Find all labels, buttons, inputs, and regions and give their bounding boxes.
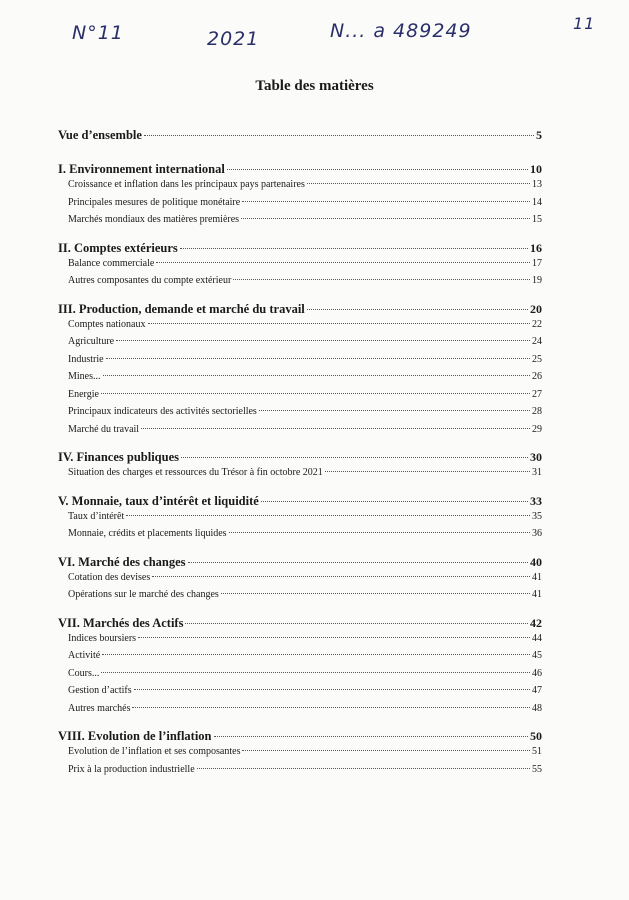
handwritten-page-number: 11 [573, 14, 596, 33]
dot-leader [141, 428, 530, 429]
toc-entry-page-number: 19 [532, 275, 542, 286]
toc-entry [58, 764, 542, 782]
table-of-contents [58, 128, 542, 790]
toc-entry [58, 371, 542, 389]
toc-section-heading-page-number: 42 [530, 615, 542, 630]
toc-entry-label: Principales mesures de politique monétaire [68, 196, 241, 208]
toc-entry-page-number: 41 [532, 571, 542, 583]
dot-leader [241, 218, 530, 219]
toc-entry [58, 424, 542, 442]
toc-entry-page-number: 36 [532, 528, 542, 539]
toc-entry [58, 354, 542, 372]
toc-section-heading [58, 162, 542, 179]
toc-section [58, 616, 542, 721]
toc-entry-label: Activité [68, 650, 101, 661]
toc-entry-label: Cotation des devises [68, 571, 151, 583]
toc-section-heading [58, 128, 542, 145]
toc-entry-page-number: 29 [532, 423, 542, 435]
toc-section-heading-label: Vue d’ensemble [58, 128, 142, 142]
toc-section-heading-page-number: 30 [530, 450, 542, 464]
toc-entry-label: Comptes nationaux [68, 318, 146, 330]
toc-entry [58, 389, 542, 407]
toc-section-heading-page-number: 20 [530, 301, 542, 316]
toc-entry-page-number: 28 [532, 406, 542, 417]
toc-entry-page-number: 13 [532, 179, 542, 190]
toc-entry [58, 511, 542, 529]
toc-entry-page-number: 48 [532, 702, 542, 714]
toc-section-heading [58, 302, 542, 319]
toc-entry [58, 528, 542, 546]
toc-section [58, 302, 542, 442]
toc-section-heading-label: III. Production, demande et marché du travail [58, 301, 305, 316]
toc-section-heading-page-number: 33 [530, 493, 542, 508]
toc-entry [58, 319, 542, 337]
toc-entry [58, 650, 542, 668]
handwritten-number: N°11 [72, 22, 124, 44]
toc-entry [58, 746, 542, 764]
dot-leader [148, 323, 531, 324]
toc-entry [58, 633, 542, 651]
dot-leader [325, 471, 530, 472]
dot-leader [233, 279, 530, 280]
dot-leader [180, 248, 528, 249]
toc-entry [58, 179, 542, 197]
toc-section-heading-page-number: 10 [530, 162, 542, 176]
toc-entry-page-number: 17 [532, 257, 542, 269]
handwritten-year: 2021 [207, 28, 260, 50]
dot-leader [102, 654, 530, 655]
dot-leader [101, 393, 530, 394]
dot-leader [181, 457, 528, 458]
toc-entry-label: Indices boursiers [68, 632, 137, 644]
dot-leader [221, 593, 530, 594]
toc-section-heading-label: VI. Marché des changes [58, 554, 186, 569]
toc-entry-page-number: 22 [532, 318, 542, 330]
toc-entry-page-number: 44 [532, 632, 542, 644]
toc-section-heading [58, 241, 542, 258]
toc-section-heading [58, 555, 542, 572]
dot-leader [307, 309, 528, 310]
dot-leader [106, 358, 530, 359]
toc-entry [58, 685, 542, 703]
dot-leader [242, 750, 530, 751]
toc-entry-label: Autres marchés [68, 702, 131, 714]
toc-section [58, 162, 542, 232]
toc-section-heading-label: II. Comptes extérieurs [58, 240, 178, 255]
toc-entry-label: Autres composantes du compte extérieur [68, 275, 232, 286]
dot-leader [132, 707, 530, 708]
toc-entry [58, 197, 542, 215]
toc-section-heading-page-number: 16 [530, 240, 542, 255]
dot-leader [116, 340, 530, 341]
toc-section-heading-label: V. Monnaie, taux d’intérêt et liquidité [58, 493, 259, 508]
toc-entry-label: Marché du travail [68, 423, 140, 435]
toc-section [58, 128, 542, 145]
toc-section-heading [58, 729, 542, 746]
toc-section-heading-page-number: 5 [536, 128, 542, 142]
toc-section-heading [58, 450, 542, 467]
toc-entry-page-number: 24 [532, 336, 542, 347]
toc-entry-label: Balance commerciale [68, 257, 155, 269]
dot-leader [156, 262, 530, 263]
toc-entry-label: Energie [68, 388, 99, 400]
toc-entry-page-number: 31 [532, 467, 542, 478]
page-title: Table des matières [255, 78, 374, 94]
toc-section-heading-page-number: 50 [530, 729, 542, 743]
dot-leader [214, 736, 528, 737]
dot-leader [126, 515, 530, 516]
toc-section-heading [58, 616, 542, 633]
toc-entry [58, 703, 542, 721]
dot-leader [242, 201, 530, 202]
toc-entry [58, 572, 542, 590]
dot-leader [229, 532, 530, 533]
toc-entry-page-number: 47 [532, 685, 542, 696]
toc-entry-page-number: 46 [532, 667, 542, 679]
dot-leader [188, 562, 528, 563]
dot-leader [101, 672, 530, 673]
toc-entry-page-number: 45 [532, 650, 542, 661]
dot-leader [103, 375, 531, 376]
dot-leader [138, 637, 530, 638]
toc-entry-label: Evolution de l’inflation et ses composantes [68, 746, 241, 757]
toc-entry-label: Monnaie, crédits et placements liquides [68, 528, 227, 539]
toc-entry-page-number: 41 [532, 589, 542, 600]
toc-entry-page-number: 51 [532, 746, 542, 757]
toc-section-heading-label: I. Environnement international [58, 162, 225, 176]
toc-entry-page-number: 27 [532, 388, 542, 400]
toc-entry [58, 275, 542, 293]
toc-entry-label: Gestion d’actifs [68, 685, 132, 696]
toc-entry-label: Prix à la production industrielle [68, 763, 195, 775]
dot-leader [307, 183, 530, 184]
toc-entry [58, 214, 542, 232]
toc-entry-label: Cours... [68, 667, 100, 679]
toc-section-heading-label: VII. Marchés des Actifs [58, 615, 184, 630]
toc-entry-page-number: 26 [532, 371, 542, 382]
toc-entry-page-number: 15 [532, 214, 542, 225]
toc-section-heading [58, 494, 542, 511]
toc-entry-label: Mines... [68, 371, 101, 382]
dot-leader [261, 501, 528, 502]
toc-entry-page-number: 35 [532, 510, 542, 522]
toc-section-heading-page-number: 40 [530, 554, 542, 569]
toc-entry-page-number: 55 [532, 763, 542, 775]
toc-entry-label: Taux d’intérêt [68, 510, 125, 522]
toc-section [58, 450, 542, 485]
toc-section [58, 729, 542, 781]
handwritten-reference: N... a 489249 [330, 20, 472, 42]
dot-leader [152, 576, 530, 577]
toc-entry-label: Situation des charges et ressources du Trésor à fin octobre 2021 [68, 467, 323, 478]
dot-leader [134, 689, 530, 690]
toc-section-heading-label: VIII. Evolution de l’inflation [58, 729, 212, 743]
toc-entry [58, 336, 542, 354]
toc-entry-label: Marchés mondiaux des matières premières [68, 214, 240, 225]
toc-section [58, 241, 542, 293]
toc-entry-label: Principaux indicateurs des activités sectorielles [68, 406, 257, 417]
dot-leader [144, 135, 534, 136]
toc-entry-label: Opérations sur le marché des changes [68, 589, 219, 600]
toc-entry [58, 589, 542, 607]
dot-leader [259, 410, 530, 411]
toc-entry [58, 668, 542, 686]
toc-entry-label: Agriculture [68, 336, 115, 347]
dot-leader [227, 169, 528, 170]
toc-entry [58, 406, 542, 424]
dot-leader [185, 623, 528, 624]
toc-entry-page-number: 25 [532, 353, 542, 365]
toc-section-heading-label: IV. Finances publiques [58, 450, 179, 464]
dot-leader [197, 768, 530, 769]
toc-section [58, 494, 542, 546]
toc-section [58, 555, 542, 607]
toc-entry-label: Croissance et inflation dans les principaux pays partenaires [68, 179, 305, 190]
toc-entry [58, 467, 542, 485]
toc-entry-page-number: 14 [532, 196, 542, 208]
toc-entry [58, 258, 542, 276]
toc-entry-label: Industrie [68, 353, 104, 365]
